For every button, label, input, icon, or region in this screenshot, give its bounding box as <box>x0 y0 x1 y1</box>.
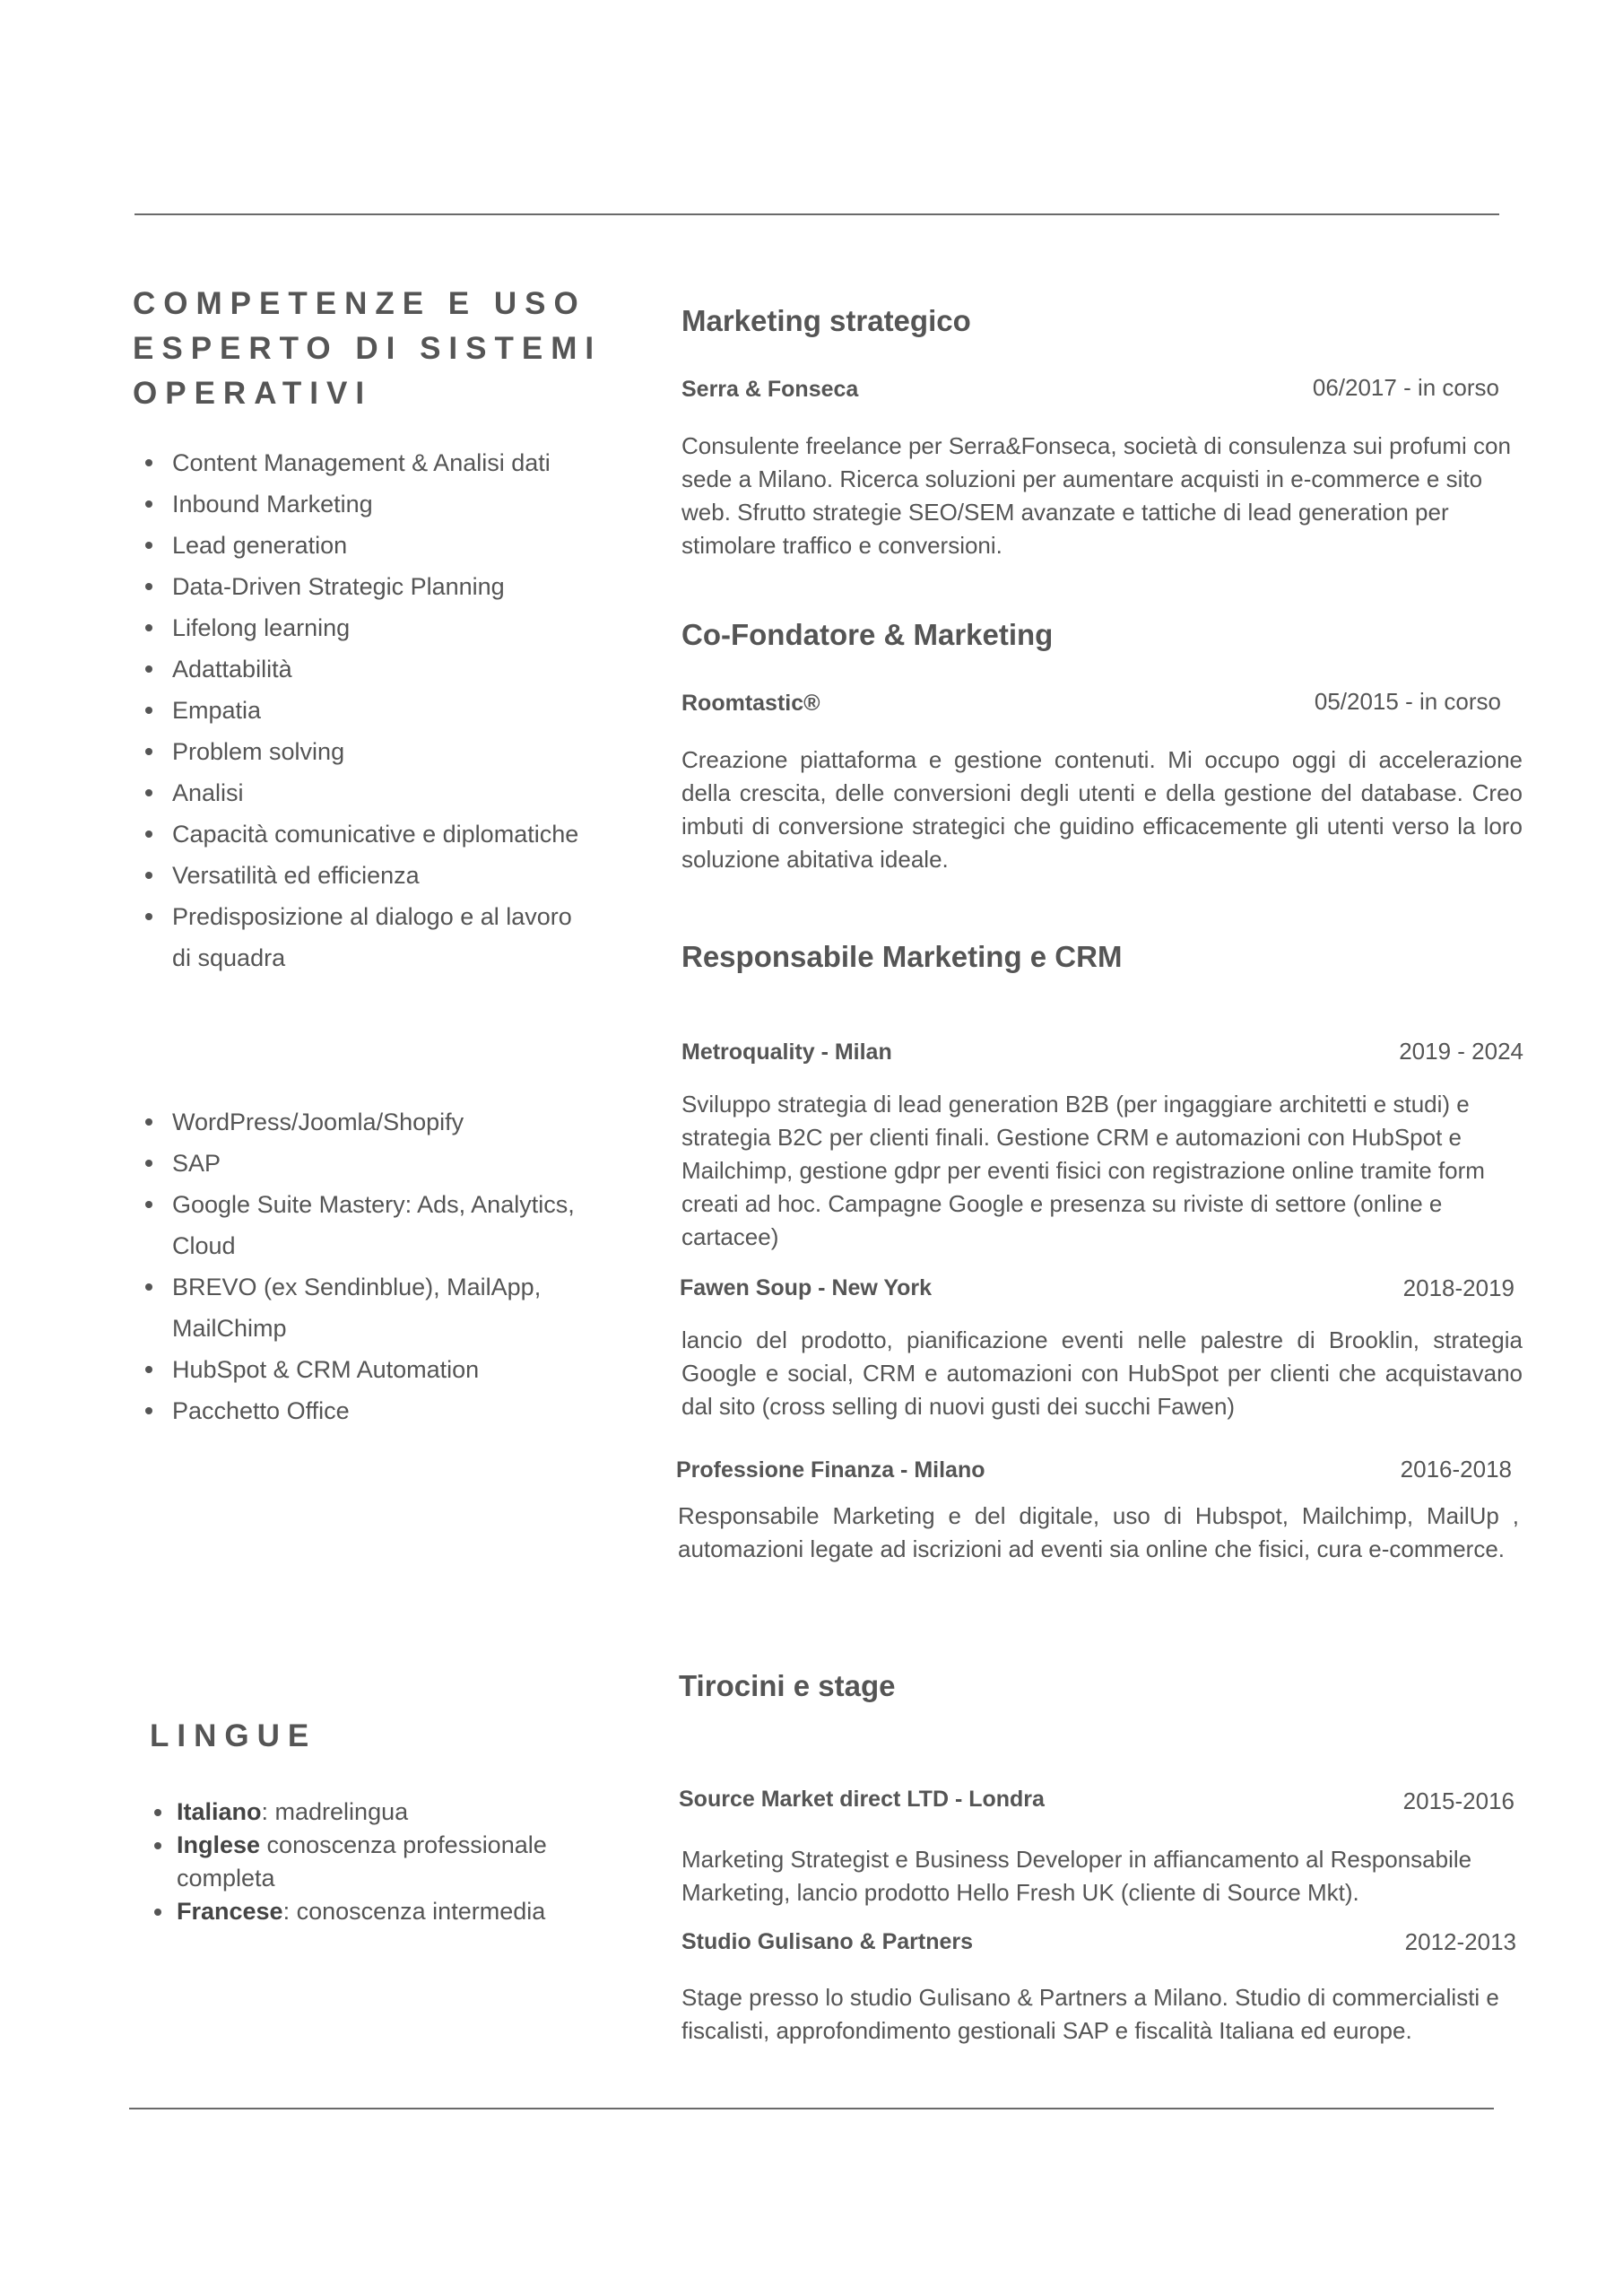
skill-item: Lead generation <box>172 525 585 566</box>
language-name: Inglese <box>177 1831 261 1858</box>
date-range: 06/2017 - in corso <box>1312 374 1499 401</box>
job-description: Stage presso lo studio Gulisano & Partners a Milano. Studio di commercialisti e fiscalisti, approfondimento gestionali SAP e fiscalità Italiana ed europe. <box>681 1984 1499 2044</box>
company-name: Source Market direct LTD - Londra <box>679 1787 1045 1812</box>
job-description: Creazione piattaforma e gestione contenuti. Mi occupo oggi di accelerazione della crescita, delle conversioni degli utenti e della gestione del database. Creo imbuti di conversione strategici che guidino efficacemente gli utenti verso la loro soluzione abitativa ideale. <box>681 746 1523 873</box>
language-name: Italiano <box>177 1798 262 1825</box>
languages-list <box>150 1796 607 1928</box>
tool-item: HubSpot & CRM Automation <box>172 1349 594 1390</box>
company-name: Fawen Soup - New York <box>680 1275 933 1300</box>
language-name: Francese <box>177 1898 283 1925</box>
job-description: lancio del prodotto, pianificazione eventi nelle palestre di Brooklin, strategia Google e social, CRM e automazioni con HubSpot per clienti che acquistavano dal sito (cross selling di nuovi gusti dei succhi Fawen) <box>681 1326 1523 1420</box>
skill-item: Capacità comunicative e diplomatiche <box>172 813 585 855</box>
company-name: Metroquality - Milan <box>681 1039 892 1065</box>
position-title: Tirocini e stage <box>679 1669 896 1702</box>
languages-heading: LINGUE <box>150 1718 317 1753</box>
company-name: Studio Gulisano & Partners <box>681 1929 974 1954</box>
tool-item: WordPress/Joomla/Shopify <box>172 1101 594 1143</box>
job-description: Responsabile Marketing e del digitale, uso di Hubspot, Mailchimp, MailUp , automazioni legate ad iscrizioni ad eventi sia online che fisici, cura e-commerce. <box>678 1502 1519 1562</box>
bottom-divider <box>129 2108 1494 2109</box>
job-description: Sviluppo strategia di lead generation B2B (per ingaggiare architetti e studi) e strategia B2C per clienti finali. Gestione CRM e automazioni con HubSpot e Mailchimp, gestione gdpr per eventi fisici con registrazione online tramite form creati ad hoc. Campagne Google e presenza su riviste di settore (online e cartacee) <box>681 1091 1485 1250</box>
date-range: 2018-2019 <box>1402 1274 1515 1301</box>
language-item <box>177 1796 607 1829</box>
date-range: 2015-2016 <box>1402 1787 1515 1814</box>
position-title: Responsabile Marketing e CRM <box>681 940 1123 973</box>
skill-item: Problem solving <box>172 731 585 772</box>
job-description: Marketing Strategist e Business Developer in affiancamento al Responsabile Marketing, lancio prodotto Hello Fresh UK (cliente di Source Mkt). <box>681 1846 1472 1906</box>
skill-item: Lifelong learning <box>172 607 585 648</box>
job-description: Consulente freelance per Serra&Fonseca, società di consulenza sui profumi con sede a Milano. Ricerca soluzioni per aumentare acquisti in e-commerce e sito web. Sfrutto strategie SEO/SEM avanzate e tattiche di lead generation per stimolare traffico e conversioni. <box>681 432 1511 559</box>
position-title: Co-Fondatore & Marketing <box>681 618 1054 651</box>
language-level: : conoscenza intermedia <box>282 1898 546 1925</box>
skill-item: Inbound Marketing <box>172 483 585 525</box>
position-title: Marketing strategico <box>681 304 971 337</box>
skill-item: Adattabilità <box>172 648 585 690</box>
language-level: : madrelingua <box>261 1798 409 1825</box>
skill-item: Versatilità ed efficienza <box>172 855 585 896</box>
company-name: Professione Finanza - Milano <box>676 1457 985 1483</box>
language-item <box>177 1895 607 1928</box>
tool-item: SAP <box>172 1143 594 1184</box>
tool-item: BREVO (ex Sendinblue), MailApp, MailChimp <box>172 1266 594 1349</box>
skill-item: Predisposizione al dialogo e al lavoro di squadra <box>172 896 585 978</box>
skill-item: Analisi <box>172 772 585 813</box>
skills-list <box>133 442 585 978</box>
skills-heading: COMPETENZE E USO ESPERTO DI SISTEMI OPERATIVI <box>133 286 603 411</box>
company-name: Serra & Fonseca <box>681 377 859 402</box>
tool-item: Pacchetto Office <box>172 1390 594 1431</box>
date-range: 2016-2018 <box>1400 1456 1512 1483</box>
skill-item: Content Management & Analisi dati <box>172 442 585 483</box>
date-range: 2019 - 2024 <box>1399 1038 1523 1065</box>
language-item <box>177 1829 607 1895</box>
tools-list <box>133 1101 594 1431</box>
date-range: 05/2015 - in corso <box>1314 688 1501 715</box>
top-divider <box>135 213 1499 215</box>
skill-item: Empatia <box>172 690 585 731</box>
date-range: 2012-2013 <box>1404 1928 1516 1955</box>
tool-item: Google Suite Mastery: Ads, Analytics, Cloud <box>172 1184 594 1266</box>
skill-item: Data-Driven Strategic Planning <box>172 566 585 607</box>
company-name: Roomtastic® <box>681 691 820 716</box>
language-level: conoscenza professionale completa <box>177 1831 547 1892</box>
